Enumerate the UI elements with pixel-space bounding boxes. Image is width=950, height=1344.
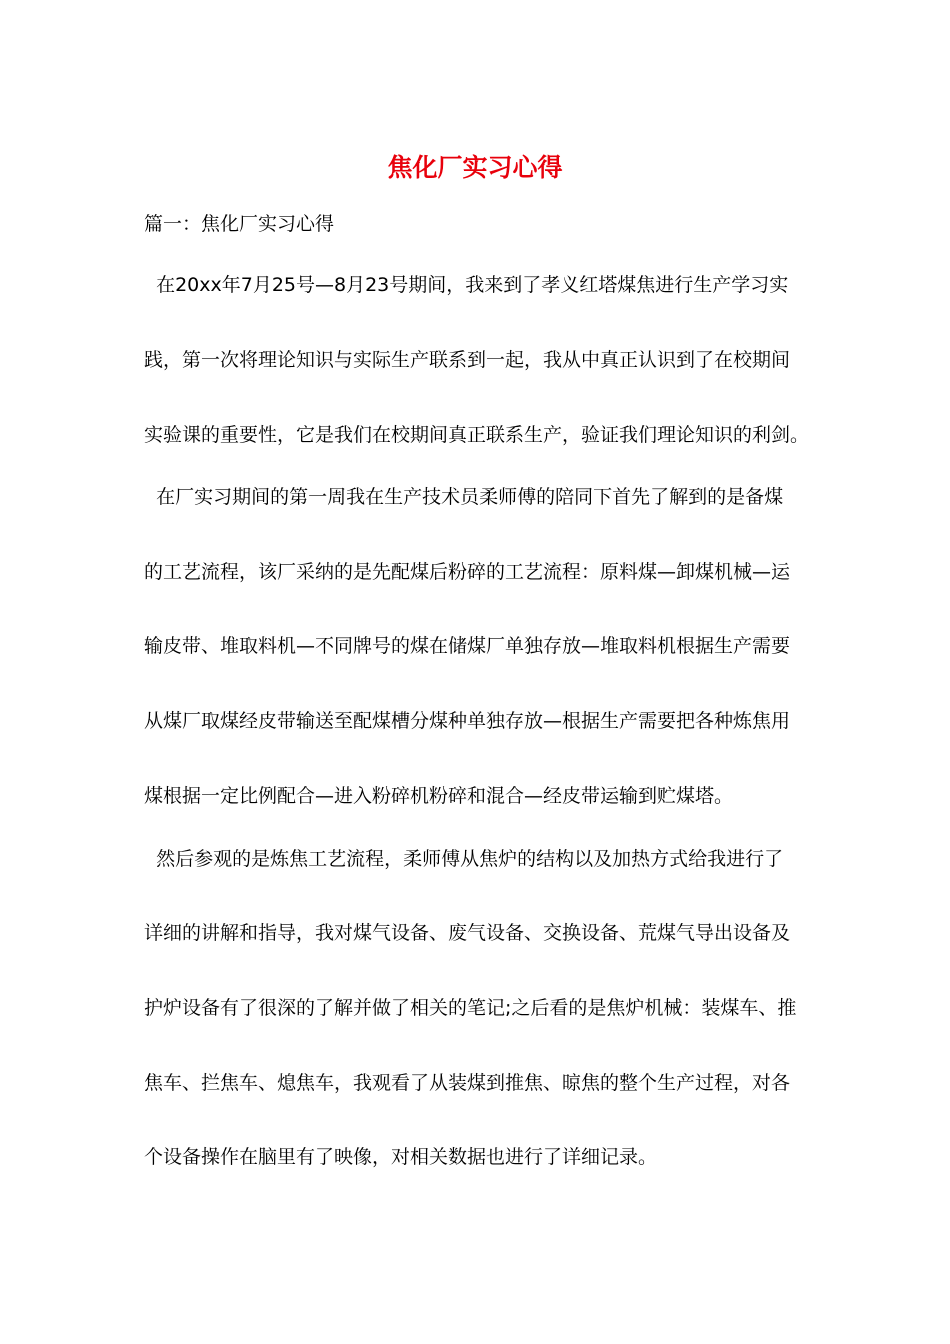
- body-line-11: 护炉设备有了很深的了解并做了相关的笔记;之后看的是焦炉机械：装煤车、推: [144, 997, 797, 1019]
- document-title: 焦化厂实习心得: [387, 153, 563, 182]
- body-line-6: 输皮带、堆取料机—不同牌号的煤在储煤厂单独存放—堆取料机根据生产需要: [144, 635, 791, 657]
- body-line-5: 的工艺流程，该厂采纳的是先配煤后粉碎的工艺流程：原料煤—卸煤机械—运: [144, 561, 791, 583]
- body-line-1: 在20xx年7月25号—8月23号期间，我来到了孝义红塔煤焦进行生产学习实: [144, 274, 789, 296]
- body-line-2: 践，第一次将理论知识与实际生产联系到一起，我从中真正认识到了在校期间: [144, 349, 791, 371]
- body-line-12: 焦车、拦焦车、熄焦车，我观看了从装煤到推焦、晾焦的整个生产过程，对各: [144, 1072, 791, 1094]
- document-subtitle: 篇一：焦化厂实习心得: [144, 213, 335, 235]
- body-line-9: 然后参观的是炼焦工艺流程，柔师傅从焦炉的结构以及加热方式给我进行了: [144, 848, 784, 870]
- body-line-7: 从煤厂取煤经皮带输送至配煤槽分煤种单独存放—根据生产需要把各种炼焦用: [144, 710, 791, 732]
- body-line-3: 实验课的重要性，它是我们在校期间真正联系生产，验证我们理论知识的利剑。: [144, 424, 810, 446]
- body-line-4: 在厂实习期间的第一周我在生产技术员柔师傅的陪同下首先了解到的是备煤: [144, 486, 784, 508]
- body-line-13: 个设备操作在脑里有了映像，对相关数据也进行了详细记录。: [144, 1146, 658, 1168]
- body-line-8: 煤根据一定比例配合—进入粉碎机粉碎和混合—经皮带运输到贮煤塔。: [144, 785, 734, 807]
- body-line-10: 详细的讲解和指导，我对煤气设备、废气设备、交换设备、荒煤气导出设备及: [144, 922, 791, 944]
